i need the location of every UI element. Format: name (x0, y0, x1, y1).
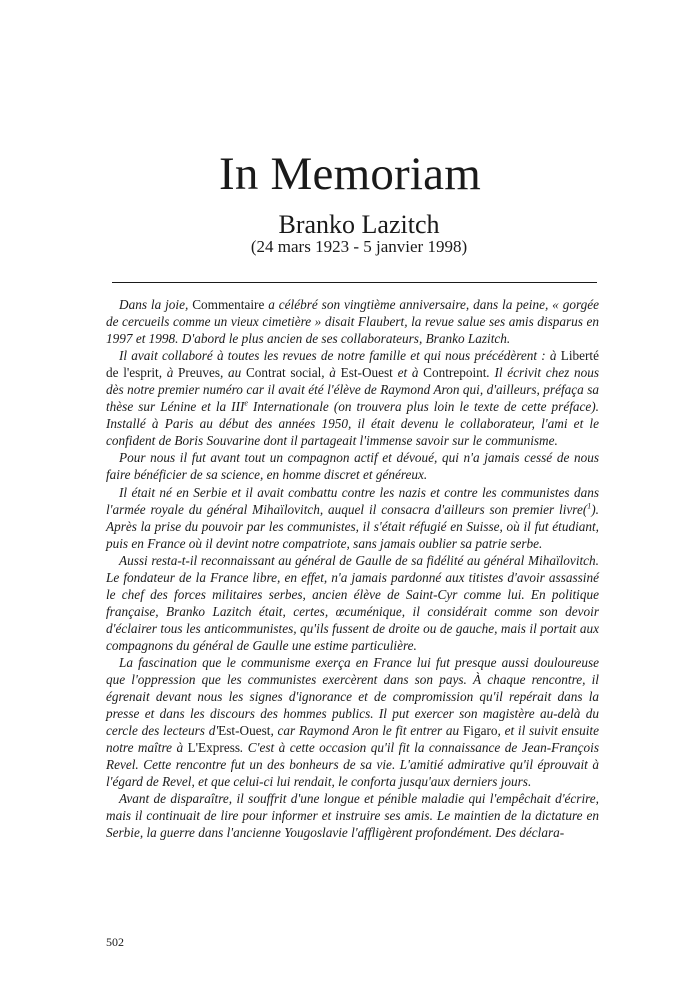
paragraph-5: Aussi resta-t-il reconnaissant au général de Gaulle de sa fidélité au général Mihaïlovitch. Le fondateur de la France libre, en effet, n'a jamais pardonné aux titistes d'avoir assassiné le chef des forces militaires serbes, ancien élève de Saint-Cyr comme lui. En politique française, Branko Lazitch était, certes, œcuménique, il considérait comme son devoir d'éclairer tous les anticommunistes, qu'ils fussent de droite ou de gauche, mais il portait aux compagnons du général de Gaulle une estime particulière. (106, 552, 599, 653)
subject-dates: (24 mars 1923 - 5 janvier 1998) (250, 237, 468, 256)
paragraph-6: La fascination que le communisme exerça en France lui fut presque aussi douloureuse que l'oppression que les communistes exercèrent dans son pays. À chaque rencontre, il égrenait devant nous les signes d'ignorance et de compromission qu'il repérait dans la presse et dans les discours des hommes publics. Il put exercer son magistère au-delà du cercle des lecteurs d'Est-Ouest, car Raymond Aron le fit entrer au Figaro, et il suivit ensuite notre maître à L'Express. C'est à cette occasion qu'il fit la connaissance de Jean-François Revel. Cette rencontre fut un des bonheurs de sa vie. L'amitié admirative qu'il éprouvait à l'égard de Revel, et que celui-ci lui rendait, le conforta jusqu'aux derniers jours. (106, 654, 599, 790)
page-title: In Memoriam (219, 148, 481, 200)
paragraph-1: Dans la joie, Commentaire a célébré son vingtième anniversaire, dans la peine, « gorgée de cercueils comme un vieux cimetière » disait Flaubert, la revue salue ses amis disparus en 1997 et 1998. D'abord le plus ancien de ses collaborateurs, Branko Lazitch. (106, 297, 600, 347)
title-divider (112, 282, 597, 283)
paragraph-2: Il avait collaboré à toutes les revues de notre famille et qui nous précédèrent : à Liberté de l'esprit, à Preuves, au Contrat social, à Est-Ouest et à Contrepoint. Il écrivit chez nous dès notre premier numéro car il avait été l'élève de Raymond Aron qui, d'ailleurs, préfaça sa thèse sur Lénine et la IIIe Internationale (on trouvera plus loin le texte de cette préface). Installé à Paris au début des années 1950, il était devenu le collaborateur, l'ami et le confident de Boris Souvarine dont il partageait l'immense savoir sur le communisme. (106, 348, 600, 449)
page-number: 502 (106, 935, 124, 949)
paragraph-3: Pour nous il fut avant tout un compagnon actif et dévoué, qui n'a jamais cessé de nous faire bénéficier de sa science, en homme discret et généreux. (106, 450, 599, 483)
subject-name: Branko Lazitch (278, 210, 440, 239)
article-body (106, 296, 599, 842)
paragraph-4: Il était né en Serbie et il avait combattu contre les nazis et contre les communistes dans l'armée royale du général Mihaïlovitch, auquel il consacra d'ailleurs son premier livre($^1$). Après la prise du pouvoir par les communistes, il s'était réfugié en Suisse, où il fut étudiant, puis en France où il devint notre compatriote, sans jamais oublier sa patrie serbe. (106, 484, 599, 551)
paragraph-7: Avant de disparaître, il souffrit d'une longue et pénible maladie qui l'empêchait d'écrire, mais il continuait de lire pour informer et instruire ses amis. Le maintien de la dictature en Serbie, la guerre dans l'ancienne Yougoslavie l'affligèrent profondément. Des déclara- (106, 791, 599, 841)
footnote-ref[interactable]: 1 (587, 501, 592, 511)
